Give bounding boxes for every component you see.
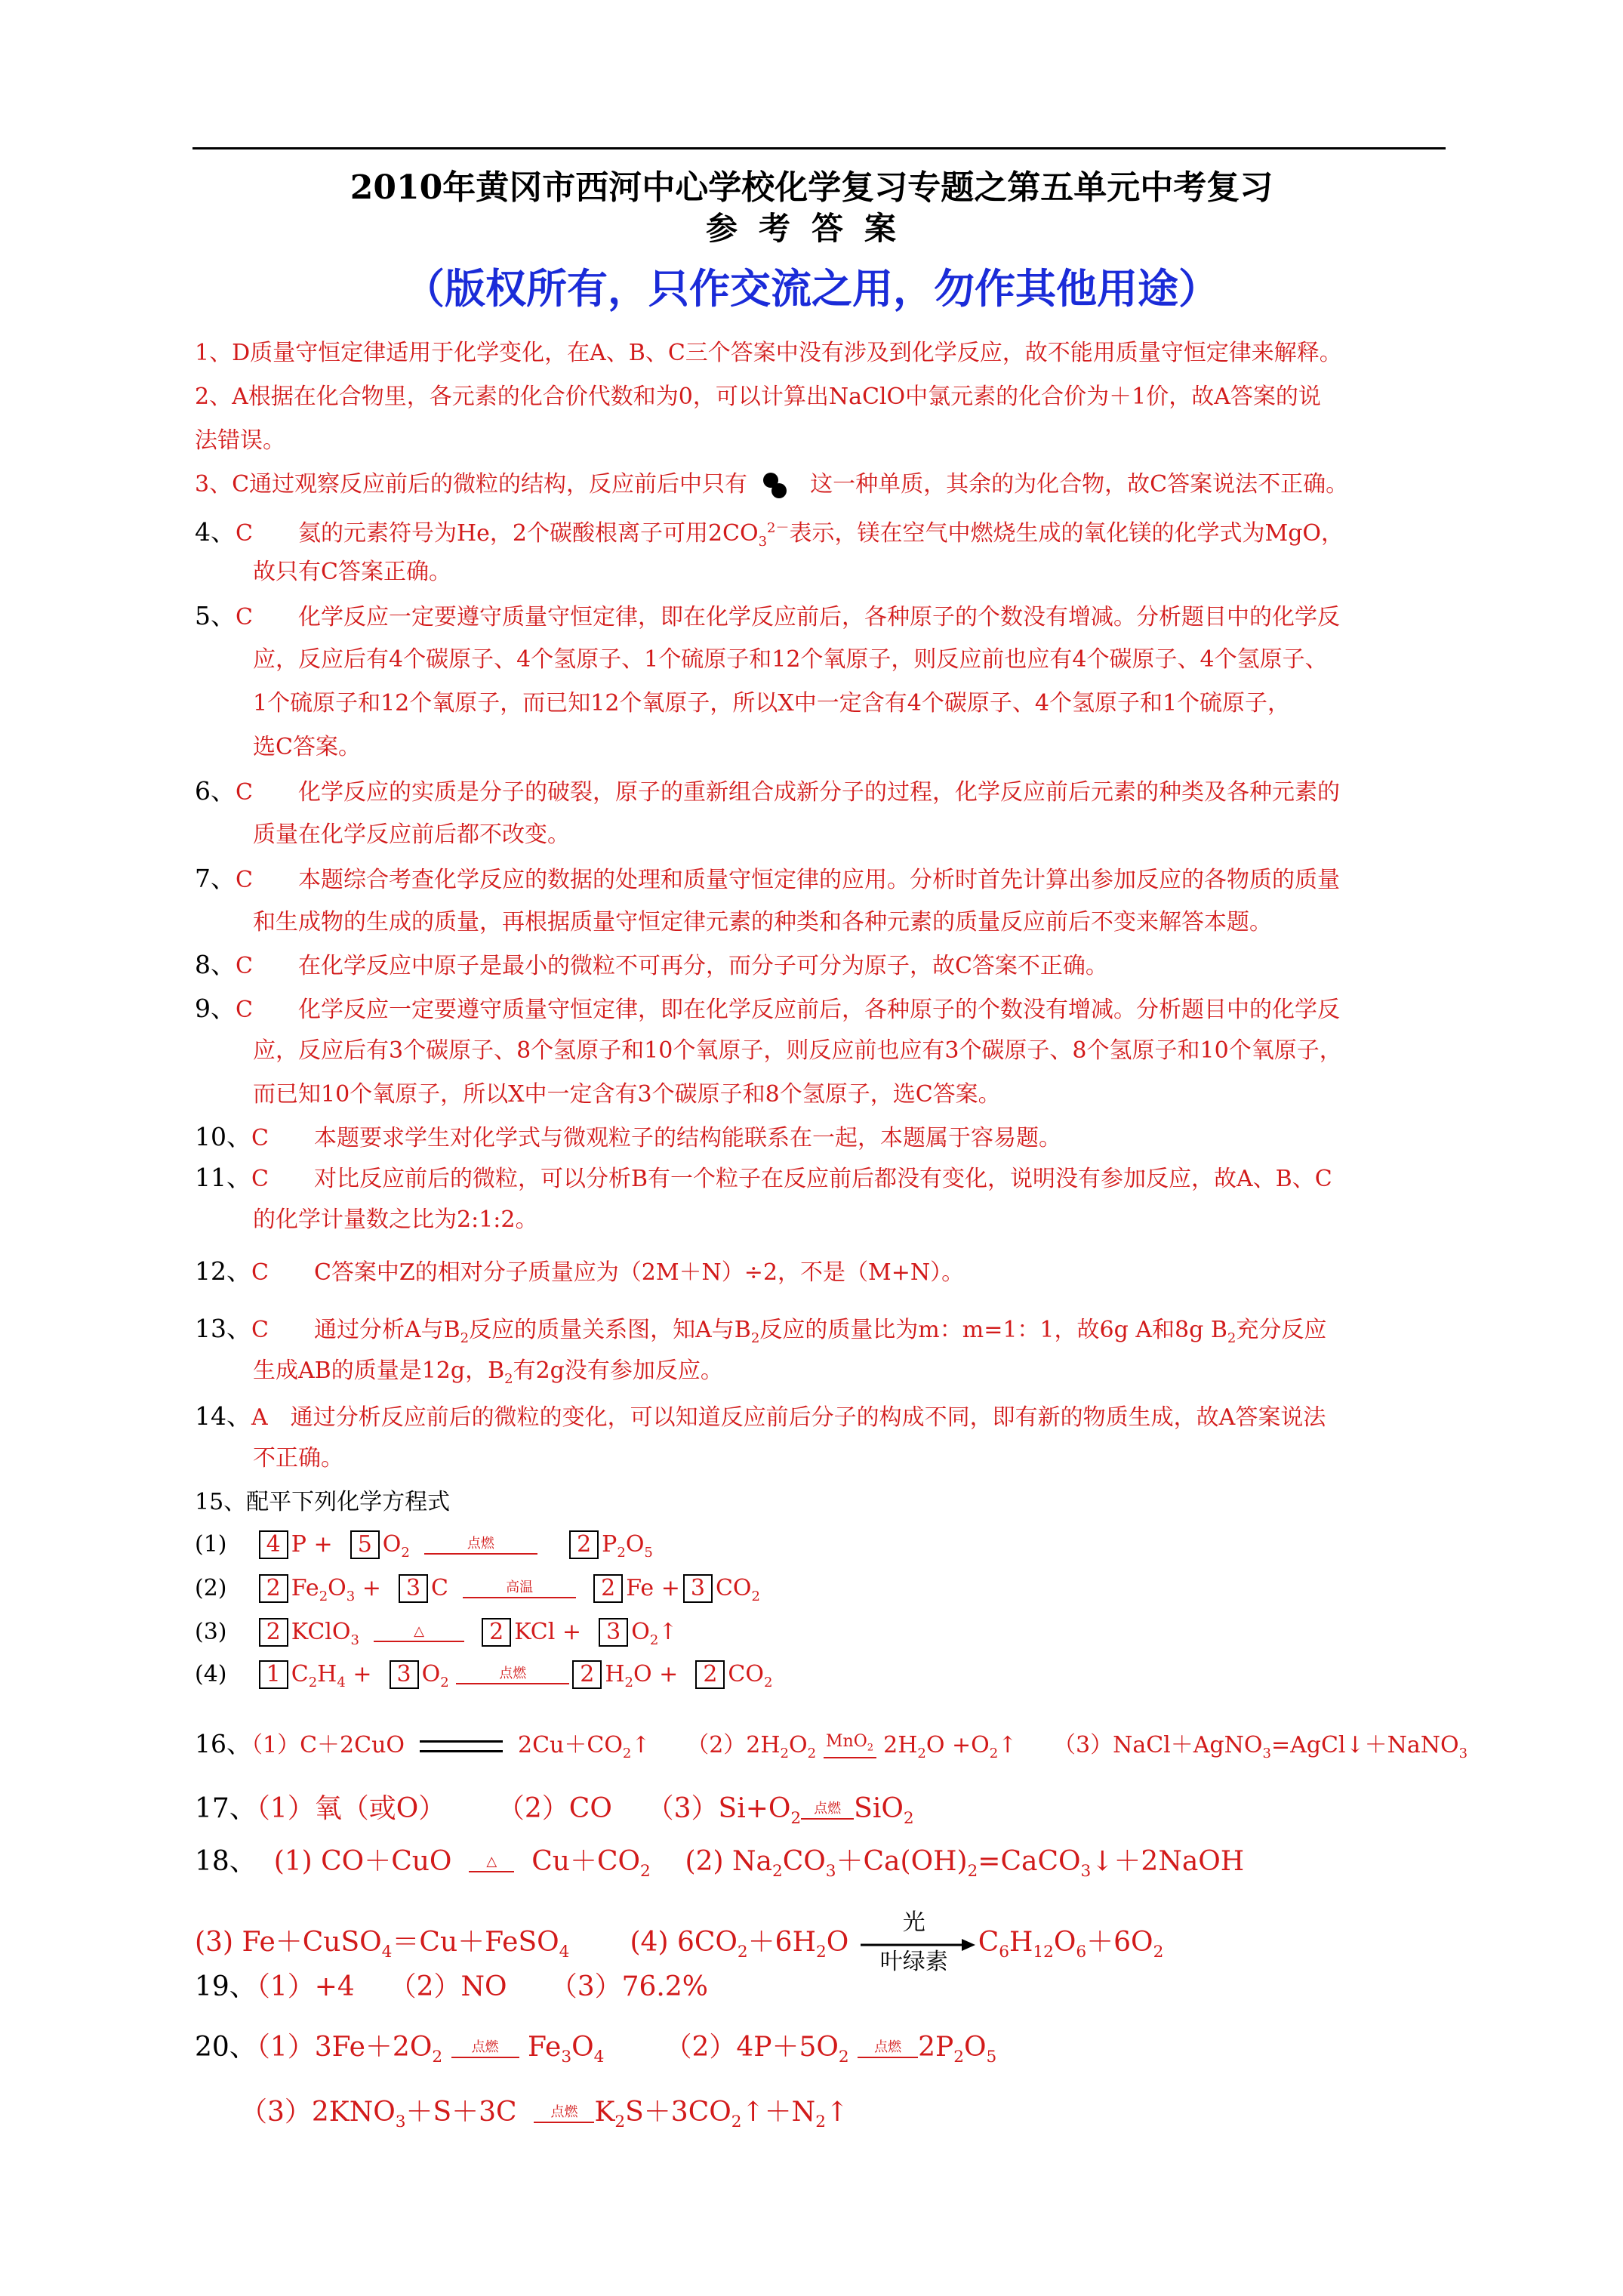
answer-17-part1: （1）氧（或O）: [256, 1793, 446, 1824]
answer-8-text: C 在化学反应中原子是最小的微粒不可再分，而分子可分为原子，故C答案不正确。: [236, 953, 1108, 979]
question-number: 8、: [195, 950, 236, 979]
condition-label: 点燃: [814, 1801, 842, 1817]
answer-5-line1: [195, 601, 1340, 633]
question-number: 6、: [195, 776, 236, 806]
answer-10-text: C 本题要求学生对化学式与微观粒子的结构能联系在一起，本题属于容易题。: [251, 1125, 1061, 1151]
condition-label: 高温: [506, 1579, 534, 1595]
answer-9-line3: 而已知10个氧原子，所以X中一定含有3个碳原子和8个氢原子，选C答案。: [253, 1081, 1001, 1108]
condition-label: 点燃: [499, 1666, 527, 1681]
question-number: 16、: [195, 1729, 251, 1758]
question-number: 5、: [195, 601, 236, 630]
arrow-bottom-label: 叶绿素: [879, 1949, 948, 1975]
answer-9-line2: 应，反应后有3个碳原子、8个氢原子和10个氧原子，则反应前也应有3个碳原子、8个氢原子和10个氧原子，: [253, 1037, 1342, 1064]
answer-17-part2: （2）CO: [497, 1793, 612, 1824]
answer-3-pre: 3、C通过观察反应前后的微粒的结构，反应前后中只有: [195, 471, 748, 498]
answer-12-text: C C答案中Z的相对分子质量应为（2M＋N）÷2，不是（M+N）。: [251, 1259, 965, 1286]
answer-11-line2: 的化学计量数之比为2:1:2。: [253, 1207, 538, 1233]
answer-7-line1: [195, 864, 1340, 895]
answer-14-line2: 不正确。: [253, 1445, 343, 1472]
answer-5-line3: 1个硫原子和12个氧原子，而已知12个氧原子，所以X中一定含有4个碳原子、4个氢原子和1个硫原子，: [253, 690, 1291, 717]
copyright-notice: （版权所有，只作交流之用，勿作其他用途）: [404, 264, 1219, 313]
question-number: 19、: [195, 1971, 257, 2002]
answer-6-line1: [195, 776, 1340, 808]
answer-4: 4、C 氦的元素符号为He，2个碳酸根离子可用$2CO_3^{2-}$表示，镁在空气中燃烧生成的氧化镁的化学式为MgO，: [195, 517, 1344, 550]
answer-3-post: 这一种单质，其余的为化合物，故C答案说法不正确。: [810, 471, 1349, 498]
answer-2-line2: 法错误。: [195, 427, 285, 454]
condition-label: 点燃: [471, 2039, 499, 2055]
equals-sign: [420, 1740, 503, 1752]
question-number: 11、: [195, 1163, 251, 1192]
answer-11-text: C 对比反应前后的微粒，可以分析B有一个粒子在反应前后都没有变化，说明没有参加反应，故A、B、C: [251, 1166, 1332, 1192]
single-substance-molecule-icon: [759, 470, 790, 501]
answer-12: [195, 1256, 964, 1288]
question-number: 4、: [195, 517, 236, 547]
question-15-title: 15、配平下列化学方程式: [195, 1489, 451, 1515]
answer-6-line2: 质量在化学反应前后都不改变。: [253, 821, 570, 848]
answer-18-line1: 18、 (1) CO＋CuO △ $Cu+CO_2$ (2) $Na_2CO_3+Ca(OH)_2=CaCO_3↓+2NaOH$: [195, 1846, 1245, 1881]
condition-label: 点燃: [550, 2104, 578, 2120]
equation-15-2: (2) 2 $Fe_2O_3 + 3$ C 高温 2 Fe + 3 $CO_2$: [195, 1575, 760, 1604]
arrow-top-label: 光: [902, 1909, 925, 1936]
answer-8: [195, 950, 1108, 982]
answer-7-text: C 本题综合考查化学反应的数据的处理和质量守恒定律的应用。分析时首先计算出参加反应的各物质的质量: [236, 867, 1340, 893]
answer-13-line2: 生成AB的质量是12g，$B_2$有2g没有参加反应。: [253, 1358, 723, 1387]
question-number: 18、: [195, 1846, 257, 1877]
question-number: 14、: [195, 1401, 251, 1431]
answer-17: 17、（1）氧（或O） （2）CO $(3)Si+O_2$ 点燃 SiO$_2$: [195, 1793, 914, 1829]
condition-label: 点燃: [874, 2039, 902, 2055]
answer-5-line4: 选C答案。: [253, 734, 361, 760]
answer-14-text: A 通过分析反应前后的微粒的变化，可以知道反应前后分子的构成不同，即有新的物质生成，故A答案说法: [251, 1404, 1326, 1431]
condition-label: △: [414, 1623, 424, 1639]
answer-19-part3: （3）76.2%: [550, 1971, 708, 2002]
answer-4-line2: 故只有C答案正确。: [253, 559, 451, 585]
answer-10: [195, 1122, 1061, 1154]
answer-16: 16、（1）C＋2CuO $2Cu+CO_2↑$ $(2)2H_2O_2$ MnO$_2$ $2H_2O$ $+O_2↑$ （3）NaCl＋AgNO$_3$=AgCl↓＋NaNO$_3$: [195, 1729, 1468, 1761]
answer-6-text: C 化学反应的实质是分子的破裂，原子的重新组合成新分子的过程，化学反应前后元素的种类及各种元素的: [236, 779, 1340, 806]
answer-20-line1: 20、$(1)3Fe+2O_2$ 点燃 $Fe_3O_4$ $(2)4P+5O_2$ 点燃 $2P_2O_5$: [195, 2032, 997, 2067]
answer-5-text: C 化学反应一定要遵守质量守恒定律，即在化学反应前后，各种原子的个数没有增减。分析题目中的化学反: [236, 604, 1340, 630]
answer-2-line1: 2、A根据在化合物里，各元素的化合价代数和为0，可以计算出NaClO中氯元素的化合价为＋1价，故A答案的说: [195, 384, 1321, 410]
answer-19-part1: （1）+4: [256, 1971, 355, 2002]
answer-3: [195, 470, 1348, 501]
question-number: 20、: [195, 2032, 257, 2063]
answer-9-text: C 化学反应一定要遵守质量守恒定律，即在化学反应前后，各种原子的个数没有增减。分析题目中的化学反: [236, 997, 1340, 1023]
equation-15-4: (4) 1 $C_2H_4 + 3$ $O_2$ 点燃 2 $H_2O + 2$ $CO_2$: [195, 1661, 773, 1690]
answer-19-part2: （2）NO: [389, 1971, 507, 2002]
question-number: 12、: [195, 1256, 251, 1286]
condition-label: △: [486, 1854, 497, 1869]
document-subtitle: 参考答案: [705, 210, 917, 247]
question-number: 10、: [195, 1122, 251, 1151]
photosynthesis-arrow: [858, 1910, 978, 1978]
answer-14-line1: [195, 1401, 1326, 1433]
answer-13: 13、C 通过分析A与$B_2$反应的质量关系图，知A与$B_2$反应的质量比为m：m=1：1，故6g A和8g $B_2$充分反应: [195, 1314, 1327, 1346]
question-number: 7、: [195, 864, 236, 893]
answer-9-line1: [195, 994, 1340, 1025]
answer-7-line2: 和生成物的生成的质量，再根据质量守恒定律元素的种类和各种元素的质量反应前后不变来解答本题。: [253, 909, 1272, 935]
equation-15-1: (1) 4 P + 5 $O_2$ 点燃 2 $P_2O_5$: [195, 1531, 653, 1561]
answer-19: [195, 1972, 708, 2002]
equation-15-3: (3) 2 KClO$_3$ △ 2 KCl + 3 $O_2↑$: [195, 1619, 678, 1648]
question-number: 17、: [195, 1793, 257, 1824]
answer-5-line2: 应，反应后有4个碳原子、4个氢原子、1个硫原子和12个氧原子，则反应前也应有4个碳原子、4个氢原子、: [253, 646, 1328, 673]
condition-label: 点燃: [467, 1536, 494, 1552]
question-number: 13、: [195, 1314, 251, 1343]
top-rule: [192, 147, 1446, 149]
answer-11-line1: [195, 1163, 1332, 1194]
answer-20-line2: $(3)2KNO_3+S+3C$ 点燃 $K_2S+3CO_2↑+N_2↑$: [240, 2097, 849, 2132]
document-title: 2010年黄冈市西河中心学校化学复习专题之第五单元中考复习: [350, 168, 1273, 207]
question-number: 9、: [195, 994, 236, 1023]
answer-1: 1、D质量守恒定律适用于化学变化，在A、B、C三个答案中没有涉及到化学反应，故不能用质量守恒定律来解释。: [195, 340, 1342, 366]
answer-18-line2: (3) Fe＋CuSO$_4$＝Cu＋FeSO$_4$ (4) $6CO_2+6H_2O$ 光 叶绿素 $C_6H_{12}O_6+6O_2$: [195, 1910, 1163, 1978]
